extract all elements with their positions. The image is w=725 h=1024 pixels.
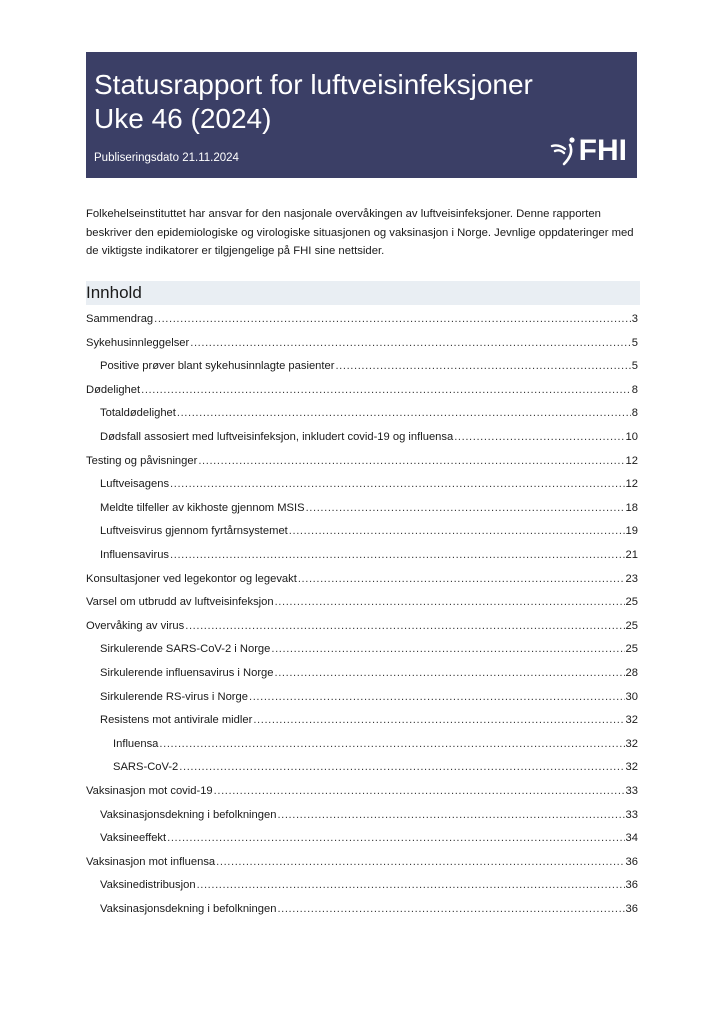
toc-entry-page-number: 3 (631, 313, 638, 325)
toc-entry[interactable] (86, 853, 638, 871)
publication-date: Publiseringsdato 21.11.2024 (94, 152, 239, 164)
toc-entry[interactable] (86, 782, 638, 800)
toc-entry-label: Vaksinedistribusjon (100, 879, 196, 892)
toc-entry-label: Testing og påvisninger (86, 454, 198, 467)
toc-entry-page-number: 32 (625, 714, 638, 727)
toc-entry-page-number: 25 (625, 596, 638, 609)
toc-leader-dots (177, 404, 631, 422)
toc-entry-label: Influensa (113, 737, 159, 750)
toc-entry[interactable] (100, 688, 638, 706)
toc-entry-page-number: 33 (625, 785, 638, 797)
toc-leader-dots (190, 334, 631, 352)
toc-entry-page-number: 34 (625, 832, 638, 845)
toc-entry[interactable] (100, 806, 638, 824)
toc-entry[interactable] (86, 452, 638, 470)
toc-leader-dots (198, 452, 624, 470)
toc-entry[interactable] (100, 522, 638, 540)
toc-entry[interactable] (86, 617, 638, 635)
toc-entry-label: Vaksinasjon mot covid-19 (86, 785, 213, 797)
toc-entry-page-number: 5 (631, 336, 638, 349)
toc-entry-page-number: 8 (631, 407, 638, 420)
toc-entry-label: Sirkulerende SARS-CoV-2 i Norge (100, 643, 271, 656)
toc-entry-label: Sammendrag (86, 313, 154, 325)
fhi-logo-figure-icon (550, 136, 576, 166)
toc-entry[interactable] (100, 876, 638, 894)
toc-entry[interactable] (100, 357, 638, 375)
toc-entry-page-number: 36 (625, 879, 638, 892)
toc-entry[interactable] (100, 711, 638, 729)
toc-entry-page-number: 21 (625, 549, 638, 561)
toc-entry-label: Positive prøver blant sykehusinnlagte pasienter (100, 360, 335, 373)
toc-entry-label: SARS-CoV-2 (113, 761, 179, 774)
toc-entry-page-number: 25 (625, 619, 638, 632)
toc-entry-label: Vaksinasjon mot influensa (86, 855, 216, 868)
toc-entry-label: Konsultasjoner ved legekontor og legevakt (86, 572, 297, 585)
toc-entry[interactable] (100, 404, 638, 422)
toc-entry-page-number: 32 (625, 761, 638, 774)
toc-entry[interactable] (100, 499, 638, 517)
toc-entry-label: Resistens mot antivirale midler (100, 714, 253, 727)
toc-entry-page-number: 19 (625, 525, 638, 538)
toc-entry-page-number: 28 (625, 667, 638, 679)
toc-entry[interactable] (100, 829, 638, 847)
toc-entry-page-number: 36 (625, 855, 638, 868)
toc-entry[interactable] (86, 310, 638, 328)
toc-leader-dots (170, 546, 625, 564)
toc-leader-dots (179, 758, 624, 776)
title-banner (86, 52, 637, 178)
toc-leader-dots (454, 428, 624, 446)
toc-leader-dots (271, 640, 624, 658)
toc-heading: Innhold (86, 281, 640, 305)
toc-entry-page-number: 33 (625, 808, 638, 821)
toc-leader-dots (167, 829, 624, 847)
fhi-logo (550, 134, 627, 168)
report-title (94, 68, 533, 136)
toc-entry[interactable] (100, 546, 638, 564)
toc-leader-dots (289, 522, 625, 540)
toc-entry-label: Dødelighet (86, 383, 141, 396)
toc-entry-page-number: 36 (625, 903, 638, 915)
toc-entry-page-number: 10 (625, 431, 638, 443)
toc-entry-label: Sirkulerende influensavirus i Norge (100, 667, 274, 679)
toc-entry-label: Varsel om utbrudd av luftveisinfeksjon (86, 596, 274, 609)
toc-entry[interactable] (100, 475, 638, 493)
toc-entry[interactable] (113, 735, 638, 753)
toc-entry[interactable] (100, 900, 638, 918)
toc-leader-dots (298, 570, 625, 588)
toc-entry-label: Dødsfall assosiert med luftveisinfeksjon, inkludert covid-19 og influensa (100, 431, 454, 443)
report-title-line1: Statusrapport for luftveisinfeksjoner (94, 69, 533, 100)
toc-leader-dots (277, 806, 624, 824)
toc-leader-dots (275, 593, 625, 611)
toc-entry-label: Totaldødelighet (100, 407, 176, 420)
toc-leader-dots (306, 499, 625, 517)
toc-entry[interactable] (100, 640, 638, 658)
toc-entry-label: Luftveisagens (100, 478, 170, 491)
toc-leader-dots (185, 617, 624, 635)
intro-paragraph: Folkehelseinstituttet har ansvar for den nasjonale overvåkingen av luftveisinfeksjoner. Denne rapporten beskriver den epidemiologiske og virologiske situasjonen og vaksinasjon i Norge. Jevnlige oppdateringer med de viktigste indikatorer er tilgjengelige på FHI sine nettsider. (86, 208, 634, 257)
toc-entry-label: Meldte tilfeller av kikhoste gjennom MSIS (100, 501, 305, 514)
toc-entry-page-number: 18 (625, 501, 638, 514)
toc-entry-page-number: 5 (631, 360, 638, 373)
toc-entry-label: Vaksineeffekt (100, 832, 167, 845)
toc-entry-page-number: 12 (625, 478, 638, 491)
toc-leader-dots (249, 688, 625, 706)
toc-entry[interactable] (86, 570, 638, 588)
toc-entry-label: Luftveisvirus gjennom fyrtårnsystemet (100, 525, 288, 538)
toc-leader-dots (170, 475, 625, 493)
toc-entry-page-number: 30 (625, 690, 638, 703)
toc-entry-page-number: 32 (625, 737, 638, 750)
toc-entry-label: Sykehusinnleggelser (86, 336, 190, 349)
toc-entry-page-number: 23 (625, 572, 638, 585)
toc-leader-dots (141, 381, 631, 399)
toc-leader-dots (253, 711, 624, 729)
toc-entry-label: Vaksinasjonsdekning i befolkningen (100, 903, 277, 915)
toc-leader-dots (154, 310, 631, 328)
toc-entry-page-number: 8 (631, 383, 638, 396)
toc-entry-label: Vaksinasjonsdekning i befolkningen (100, 808, 277, 821)
toc-entry-label: Influensavirus (100, 549, 170, 561)
toc-entry-label: Sirkulerende RS-virus i Norge (100, 690, 248, 703)
toc-leader-dots (335, 357, 630, 375)
fhi-logo-text: FHI (578, 134, 627, 167)
toc-entry[interactable] (113, 758, 638, 776)
toc-leader-dots (197, 876, 625, 894)
toc-entry[interactable] (100, 428, 638, 446)
toc-entry[interactable] (86, 381, 638, 399)
toc-leader-dots (216, 853, 624, 871)
toc-leader-dots (159, 735, 624, 753)
toc-entry-page-number: 25 (625, 643, 638, 656)
report-title-line2: Uke 46 (2024) (94, 103, 272, 134)
toc-entry[interactable] (100, 664, 638, 682)
toc-entry[interactable] (86, 334, 638, 352)
toc-entry[interactable] (86, 593, 638, 611)
toc-leader-dots (214, 782, 625, 800)
toc-leader-dots (277, 900, 624, 918)
toc-entry-page-number: 12 (625, 454, 638, 467)
toc-entry-label: Overvåking av virus (86, 619, 185, 632)
toc-leader-dots (275, 664, 625, 682)
